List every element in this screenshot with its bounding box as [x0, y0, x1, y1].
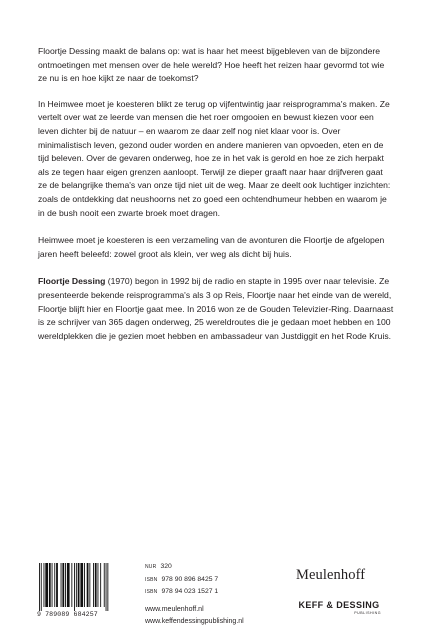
isbn-label: ISBN [145, 576, 158, 583]
isbn-value-2: 978 94 023 1527 1 [161, 588, 219, 595]
summary-paragraph: In Heimwee moet je koesteren blikt ze terug op vijfentwintig jaar reisprogramma's maken. Ze vertelt over wat ze leerde van mensen die het roer omgooien en bewust kiezen voor een leven dichter bij de natuur – en waarom ze daar zelf nog niet klaar voor is. Over minimalistisch leven, gezond ouder worden en andere manieren van opvoeden, eten en de tijd beleven. Over de gevaren onderweg, hoe ze in het vak is gerold en hoe ze zich herpakt als ze tegen haar eigen grenzen aanloopt. Terwijl ze dieper graaft naar haar drijfveren gaat ze de belangrijke thema's van onze tijd niet uit de weg. Maar ze deelt ook luchtiger inzichten: zoals de ontdekking dat neushoorns net zo goed een ochtendhumeur hebben en waarom je in de bush nooit een zwarte broek moet dragen. [38, 98, 391, 218]
isbn-label: ISBN [145, 589, 158, 595]
barcode-digits: 9 789089 684257 [37, 611, 98, 618]
isbn-line-2 [145, 586, 218, 599]
meulenhoff-logo: Meulenhoff [296, 567, 366, 583]
isbn-value-1: 978 90 896 8425 7 [161, 575, 219, 583]
author-bio: (1970) begon in 1992 bij de radio en stapte in 1995 over naar televisie. Ze presenteerde bekende reisprogramma's als 3 op Reis, Floortje naar het einde van de wereld, Floortje blijft hier en Floortje gaat mee. In 2016 won ze de Gouden Televizier-Ring. Daarnaast is ze schrijver van 365 dagen onderweg, 25 wereldroutes die je gedaan moet hebben en 100 wereldplekken die je gezien moet hebben en ambassadeur van Justdiggit en het Rode Kruis. [38, 276, 394, 341]
nur-line [145, 561, 218, 574]
book-meta [145, 561, 218, 599]
intro-paragraph: Floortje Dessing maakt de balans op: wat is haar het meest bijgebleven van de bijzondere ontmoetingen met mensen over de hele wereld? Hoe heeft het reizen haar gevormd tot wie ze nu is en hoe kijkt ze naar de toekomst? [38, 46, 385, 84]
author-name: Floortje Dessing [38, 276, 106, 287]
isbn-line-1 [145, 574, 218, 587]
collection-paragraph: Heimwee moet je koesteren is een verzameling van de avonturen die Floortje de afgelopen jaren heeft beleefd: zowel groot als klein, ver weg als dicht bij huis. [38, 235, 385, 259]
meulenhoff-url[interactable]: www.meulenhoff.nl [145, 606, 204, 613]
author-bio-paragraph [38, 275, 394, 343]
back-cover-text [38, 45, 394, 357]
isbn-barcode [37, 563, 137, 618]
barcode-icon [37, 563, 137, 611]
keff-dessing-logo [295, 600, 383, 615]
keff-dessing-url[interactable]: www.keffendessingpublishing.nl [145, 618, 244, 625]
nur-label: NUR [145, 564, 157, 570]
keff-dessing-logo-main: KEFF & DESSING [298, 600, 380, 610]
publisher-urls [145, 604, 244, 628]
nur-value: 320 [160, 563, 172, 570]
keff-dessing-logo-sub: PUBLISHING [354, 611, 381, 615]
